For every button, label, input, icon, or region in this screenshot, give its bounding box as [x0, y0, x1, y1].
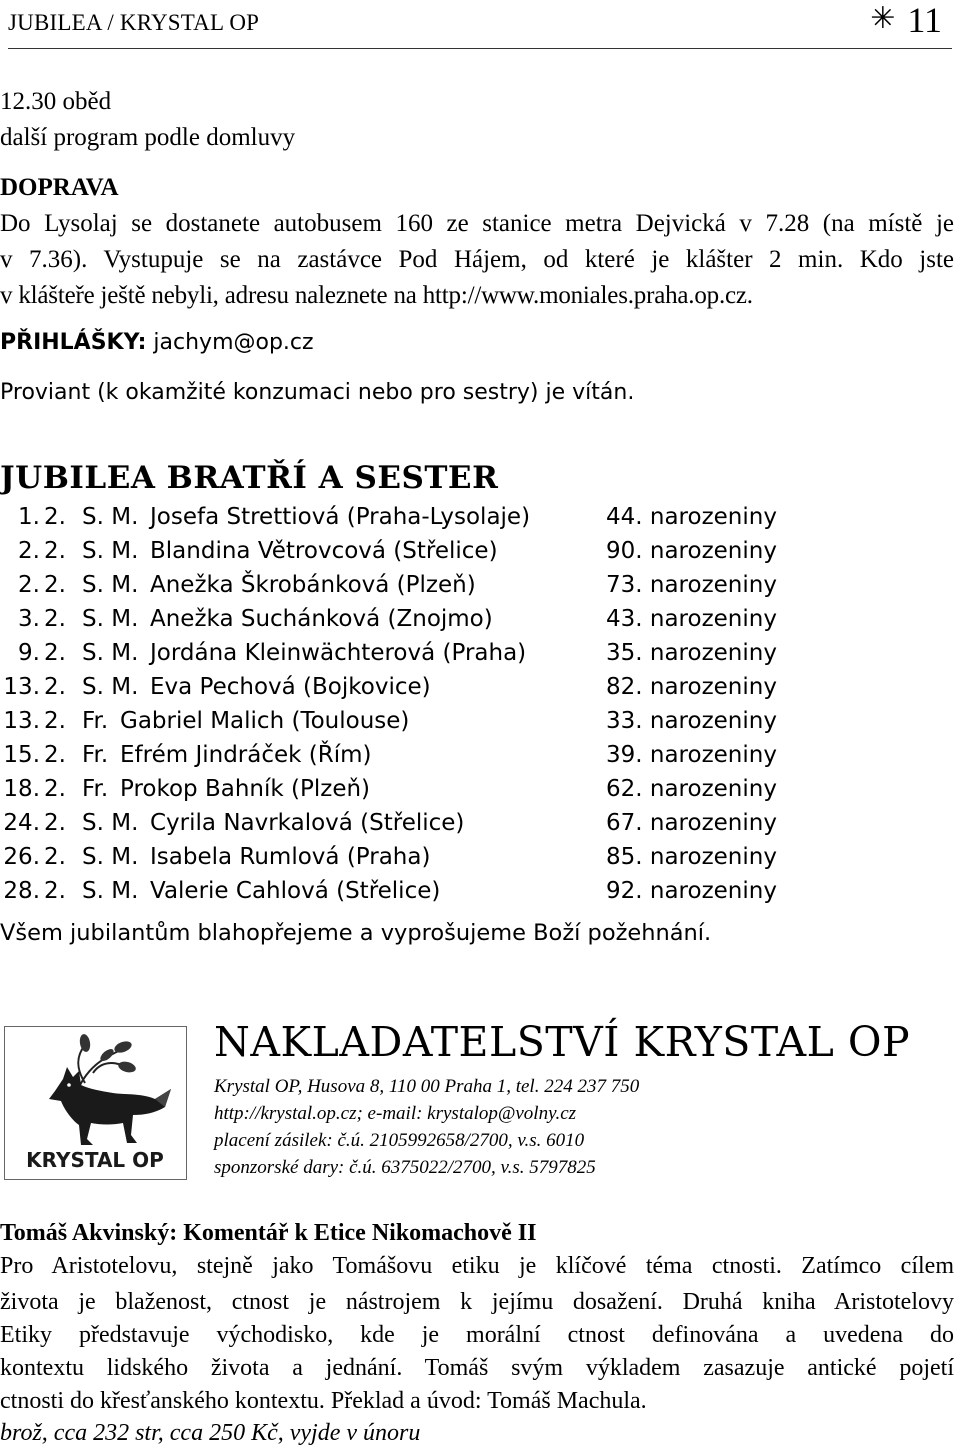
jubilee-age: 33. narozeniny	[606, 708, 777, 734]
prihlasky-line	[0, 330, 314, 355]
jubilee-day: 18.	[3, 776, 40, 802]
jubilee-age: 73. narozeniny	[606, 572, 777, 598]
jubilee-month: 2.	[44, 640, 66, 666]
page-number-area	[870, 0, 942, 43]
jubilee-title: Fr.	[82, 742, 109, 768]
jubilee-month: 2.	[44, 708, 66, 734]
jubilee-title: S. M.	[82, 572, 139, 598]
jubilee-name: Blandina Větrovcová (Střelice)	[150, 538, 498, 564]
asterisk-star-icon: ✳	[870, 2, 896, 35]
publisher-donations: sponzorské dary: č.ú. 6375022/2700, v.s. 5797825	[214, 1157, 596, 1178]
jubilee-title: Fr.	[82, 776, 109, 802]
jubilee-age: 44. narozeniny	[606, 504, 777, 530]
jubilee-month: 2.	[44, 810, 66, 836]
jubilee-day: 26.	[3, 844, 40, 870]
jubilee-month: 2.	[44, 742, 66, 768]
jubilee-title: Fr.	[82, 708, 109, 734]
publisher-payment: placení zásilek: č.ú. 2105992658/2700, v.s. 6010	[214, 1130, 585, 1151]
jubilee-day: 3.	[18, 606, 40, 632]
jubilee-month: 2.	[44, 538, 66, 564]
book-title: Tomáš Akvinský: Komentář k Etice Nikomachově II	[0, 1220, 537, 1246]
jubilee-name: Anežka Škrobánková (Plzeň)	[150, 572, 476, 598]
proviant-note: Proviant (k okamžité konzumaci nebo pro sestry) je vítán.	[0, 380, 635, 405]
jubilee-name: Josefa Strettiová (Praha-Lysolaje)	[150, 504, 531, 530]
doprava-line-1: Do Lysolaj se dostanete autobusem 160 ze stanice metra Dejvická v 7.28 (na místě je	[0, 210, 954, 237]
prihlasky-email: jachym@op.cz	[153, 330, 314, 355]
running-title: JUBILEA / KRYSTAL OP	[8, 10, 260, 35]
jubilee-day: 24.	[3, 810, 40, 836]
jubilee-age: 43. narozeniny	[606, 606, 777, 632]
page-number: 11	[907, 0, 942, 40]
fox-logo-icon	[5, 1027, 186, 1179]
book-footer: brož, cca 232 str, cca 250 Kč, vyjde v únoru	[0, 1420, 421, 1446]
book-text-line: ctnosti do křesťanského kontextu. Překlad a úvod: Tomáš Machula.	[0, 1388, 647, 1414]
jubilee-month: 2.	[44, 776, 66, 802]
jubilee-month: 2.	[44, 844, 66, 870]
jubilee-title: S. M.	[82, 640, 139, 666]
jubilee-age: 90. narozeniny	[606, 538, 777, 564]
jubilee-day: 15.	[3, 742, 40, 768]
jubilee-name: Anežka Suchánková (Znojmo)	[150, 606, 493, 632]
jubilee-month: 2.	[44, 674, 66, 700]
publisher-address: Krystal OP, Husova 8, 110 00 Praha 1, tel. 224 237 750	[214, 1076, 640, 1097]
jubilee-title: S. M.	[82, 810, 139, 836]
jubilee-title: S. M.	[82, 844, 139, 870]
prihlasky-label: PŘIHLÁŠKY:	[0, 330, 147, 355]
logo-wordmark: KRYSTAL OP	[26, 1148, 164, 1172]
jubilee-name: Valerie Cahlová (Střelice)	[150, 878, 441, 904]
book-text-line: kontextu lidského života a jednání. Tomáš svým výkladem zasazuje antické pojetí	[0, 1355, 954, 1381]
jubilee-title: S. M.	[82, 538, 139, 564]
publisher-web: http://krystal.op.cz; e-mail: krystalop@volny.cz	[214, 1103, 577, 1124]
jubilee-age: 85. narozeniny	[606, 844, 777, 870]
jubilea-closing: Všem jubilantům blahopřejeme a vyprošujeme Boží požehnání.	[0, 920, 712, 946]
page-header	[8, 0, 952, 49]
jubilee-month: 2.	[44, 878, 66, 904]
jubilee-day: 28.	[3, 878, 40, 904]
jubilee-day: 9.	[18, 640, 40, 666]
publisher-title: NAKLADATELSTVÍ KRYSTAL OP	[214, 1018, 911, 1066]
jubilee-title: S. M.	[82, 606, 139, 632]
jubilee-title: S. M.	[82, 878, 139, 904]
jubilea-heading: JUBILEA BRATŘÍ A SESTER	[0, 460, 499, 496]
jubilee-name: Gabriel Malich (Toulouse)	[120, 708, 410, 734]
jubilee-name: Cyrila Navrkalová (Střelice)	[150, 810, 465, 836]
doprava-heading: DOPRAVA	[0, 174, 119, 201]
jubilee-title: S. M.	[82, 674, 139, 700]
publisher-logo	[4, 1026, 187, 1180]
jubilee-day: 13.	[3, 708, 40, 734]
jubilee-name: Prokop Bahník (Plzeň)	[120, 776, 371, 802]
jubilee-age: 35. narozeniny	[606, 640, 777, 666]
jubilee-age: 39. narozeniny	[606, 742, 777, 768]
jubilee-age: 67. narozeniny	[606, 810, 777, 836]
program-line-more: další program podle domluvy	[0, 124, 296, 151]
doprava-line-2: v 7.36). Vystupuje se na zastávce Pod Hájem, od které je klášter 2 min. Kdo jste	[0, 246, 954, 273]
jubilee-age: 62. narozeniny	[606, 776, 777, 802]
jubilee-name: Jordána Kleinwächterová (Praha)	[150, 640, 527, 666]
jubilee-month: 2.	[44, 606, 66, 632]
jubilee-day: 1.	[18, 504, 40, 530]
jubilee-name: Isabela Rumlová (Praha)	[150, 844, 431, 870]
book-text-line: života je blaženost, ctnost je nástrojem k jejímu dosažení. Druhá kniha Aristotelovy	[0, 1289, 954, 1315]
book-text-line: Etiky představuje východisko, kde je morální ctnost definována a uvedena do	[0, 1322, 954, 1348]
jubilee-title: S. M.	[82, 504, 139, 530]
jubilee-day: 13.	[3, 674, 40, 700]
jubilee-age: 82. narozeniny	[606, 674, 777, 700]
jubilee-month: 2.	[44, 504, 66, 530]
jubilee-day: 2.	[18, 538, 40, 564]
jubilee-month: 2.	[44, 572, 66, 598]
doprava-line-3: v klášteře ještě nebyli, adresu naleznete na http://www.moniales.praha.op.cz.	[0, 282, 753, 309]
jubilee-age: 92. narozeniny	[606, 878, 777, 904]
program-line-lunch: 12.30 oběd	[0, 88, 112, 115]
jubilee-name: Efrém Jindráček (Řím)	[120, 742, 372, 768]
jubilee-name: Eva Pechová (Bojkovice)	[150, 674, 431, 700]
book-text-line: Pro Aristotelovu, stejně jako Tomášovu etiku je klíčové téma ctnosti. Zatímco cílem	[0, 1253, 954, 1279]
jubilee-day: 2.	[18, 572, 40, 598]
